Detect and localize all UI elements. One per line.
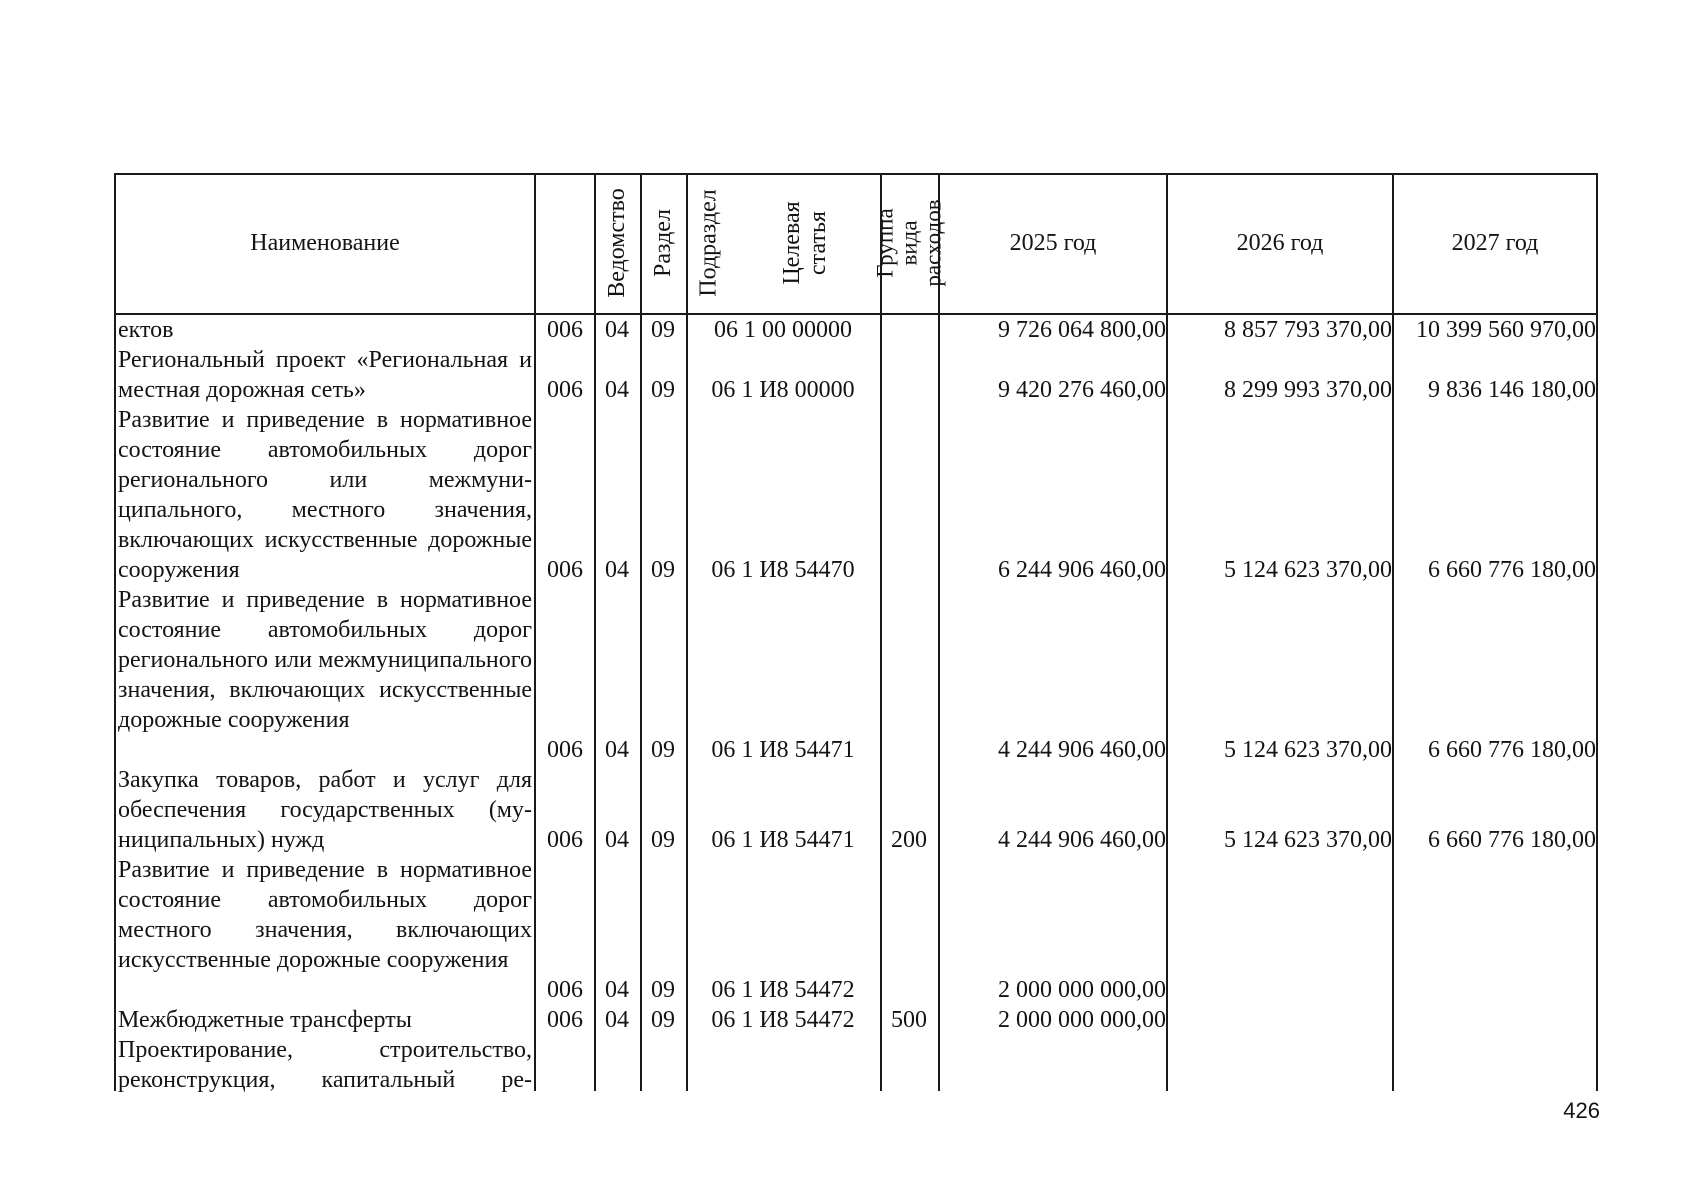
cell-podrazdel: 09 (651, 1007, 675, 1033)
cell-celevaya: 06 1 И8 00000 (711, 377, 855, 403)
table-row (114, 405, 1598, 585)
budget-table (114, 173, 1598, 1091)
cell-ved: 006 (547, 557, 583, 583)
cell-ved: 006 (547, 737, 583, 763)
cell-2026: 5 124 623 370,00 (1224, 557, 1392, 583)
header-name: Наименование (250, 230, 400, 256)
page-number: 426 (1563, 1098, 1600, 1123)
cell-2025: 6 244 906 460,00 (998, 557, 1166, 583)
cell-razdel: 04 (605, 977, 629, 1003)
cell-2026: 5 124 623 370,00 (1224, 827, 1392, 853)
cell-celevaya: 06 1 И8 54470 (711, 557, 855, 583)
cell-celevaya: 06 1 И8 54472 (711, 1007, 855, 1033)
cell-2026: 8 857 793 370,00 (1224, 317, 1392, 343)
table-row (114, 315, 1598, 345)
cell-razdel: 04 (605, 557, 629, 583)
cell-ved: 006 (547, 827, 583, 853)
header-celevaya-label: Целевая статья (779, 201, 831, 285)
row-name: Развитие и приведение в нормативное состояние автомобильных дорог местного значения, включающих искусственные дорожные сооружения (118, 857, 532, 973)
header-gruppa-label: Группа вида расходов (873, 199, 947, 287)
table-row (114, 1005, 1598, 1035)
cell-2025: 9 726 064 800,00 (998, 317, 1166, 343)
row-name: Межбюджетные трансферты (118, 1007, 412, 1033)
cell-celevaya: 06 1 И8 54471 (711, 737, 855, 763)
cell-razdel: 04 (605, 317, 629, 343)
cell-2025: 4 244 906 460,00 (998, 827, 1166, 853)
table-row (114, 585, 1598, 765)
cell-gruppa: 500 (891, 1007, 927, 1033)
cell-2025: 2 000 000 000,00 (998, 1007, 1166, 1033)
cell-podrazdel: 09 (651, 827, 675, 853)
cell-podrazdel: 09 (651, 377, 675, 403)
cell-razdel: 04 (605, 377, 629, 403)
cell-razdel: 04 (605, 827, 629, 853)
cell-2027: 10 399 560 970,00 (1416, 317, 1596, 343)
header-ved (596, 173, 638, 313)
header-gruppa (873, 173, 947, 313)
header-podrazdel-label: Подраздел (696, 189, 723, 297)
cell-podrazdel: 09 (651, 317, 675, 343)
header-razdel (642, 173, 684, 313)
cell-2027: 9 836 146 180,00 (1428, 377, 1596, 403)
row-name: Проектирование, строительство, реконструкция, капитальный ре- (118, 1037, 532, 1093)
cell-celevaya: 06 1 00 00000 (714, 317, 852, 343)
cell-2026: 8 299 993 370,00 (1224, 377, 1392, 403)
row-name: Развитие и приведение в нормативное состояние автомобильных дорог регионального или межмуниципального, местного значения, включающих искусственные дорожные сооружения (118, 407, 532, 583)
cell-ved: 006 (547, 317, 583, 343)
cell-2025: 2 000 000 000,00 (998, 977, 1166, 1003)
cell-ved: 006 (547, 377, 583, 403)
header-2025: 2025 год (1009, 230, 1097, 256)
cell-2025: 9 420 276 460,00 (998, 377, 1166, 403)
header-2027: 2027 год (1451, 230, 1539, 256)
cell-podrazdel: 09 (651, 737, 675, 763)
cell-gruppa: 200 (891, 827, 927, 853)
cell-2027: 6 660 776 180,00 (1428, 737, 1596, 763)
cell-2027: 6 660 776 180,00 (1428, 827, 1596, 853)
header-ved-label: Ведомство (604, 188, 630, 298)
cell-2027: 6 660 776 180,00 (1428, 557, 1596, 583)
table-row (114, 855, 1598, 1005)
cell-2025: 4 244 906 460,00 (998, 737, 1166, 763)
table-row (114, 765, 1598, 855)
row-name: Развитие и приведение в нормативное состояние автомобильных дорог регионального или межмуниципального значения, включающих искусственные дорожные сооружения (118, 587, 532, 733)
row-name: ектов (118, 317, 174, 343)
header-podrazdel (688, 173, 730, 313)
cell-podrazdel: 09 (651, 977, 675, 1003)
cell-razdel: 04 (605, 1007, 629, 1033)
header-celevaya (732, 173, 878, 313)
table-row (114, 345, 1598, 405)
row-name: Закупка товаров, работ и услуг для обеспечения государственных (муниципальных) нужд (118, 767, 532, 853)
cell-podrazdel: 09 (651, 557, 675, 583)
cell-celevaya: 06 1 И8 54472 (711, 977, 855, 1003)
cell-ved: 006 (547, 1007, 583, 1033)
cell-celevaya: 06 1 И8 54471 (711, 827, 855, 853)
row-name: Региональный проект «Региональная и местная дорожная сеть» (118, 347, 532, 403)
cell-razdel: 04 (605, 737, 629, 763)
table-row (114, 1035, 1598, 1091)
cell-ved: 006 (547, 977, 583, 1003)
header-razdel-label: Раздел (650, 209, 677, 277)
header-2026: 2026 год (1236, 230, 1324, 256)
cell-2026: 5 124 623 370,00 (1224, 737, 1392, 763)
